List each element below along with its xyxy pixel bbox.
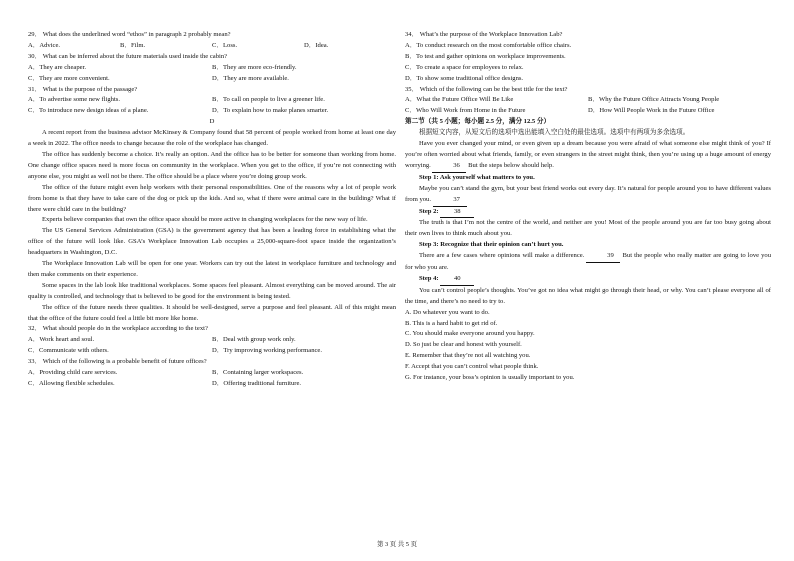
passage-paragraph: The office has suddenly become a choice. It’s really an option. And the office has to be better for someone than working from home. One change office spaces need is more focus on community in the workplace. When you get to the office, if you’re not connecting with anyone else, you might as well not be there. The office should be a place where you’re doing group work. [28,150,396,180]
option: C．To introduce new design ideas of a plane. [28,107,149,115]
choice-b: B. This is a hard habit to get rid of. [405,319,498,327]
option: D．Try improving working performance. [212,347,323,355]
question-33-options [28,368,396,379]
step-4-heading [419,274,771,286]
question-35-options [405,106,771,117]
intro-paragraph [405,139,771,173]
choice-a: A. Do whatever you want to do. [405,308,490,316]
option: B．To call on people to live a greener life. [212,96,325,104]
passage-paragraph: Some spaces in the lab look like traditional workplaces. Some spaces feel pleasant. Almost everything can be moved around. The air quality is controlled, and technology that is believed to be good for the environment is being tested. [28,281,396,300]
option: A．Providing child care services. [28,369,118,377]
choice-d: D. So just be clear and honest with yourself. [405,341,522,349]
passage-paragraph: The office of the future needs three qualities. It should be well-designed, serve a purpose and feel pleasant. All of this might mean that the office of the future could feel a little bit more like home. [28,303,396,322]
option: D．To explain how to make planes smarter. [212,107,329,115]
right-column [405,30,771,384]
step-2-heading [419,207,771,219]
passage-paragraph: A recent report from the business advisor McKinsey & Company found that 58 percent of people worked from home at least one day a week in 2022. The office needs to change because the role of the workplace has changed. [28,129,396,148]
step-2-paragraph: The truth is that I’m not the centre of the world, and neither are you! Most of the people around you are far too busy going about their own lives to think much about you. [405,219,771,238]
option: D．Offering traditional furniture. [212,380,302,387]
question-32-options [28,335,396,346]
question-33: 33． Which of the following is a probable benefit of future offices? [28,358,207,366]
question-31: 31． What is the purpose of the passage? [28,85,138,93]
option: A．Advice. [28,41,61,49]
question-29: 29． What does the underlined word “ethos” in paragraph 2 probably mean? [28,31,231,38]
intro-text: But the steps below should help. [468,161,554,169]
section-instruction: 根据短文内容，从短文后的选项中选出能填入空白处的最佳选项。选项中有两项为多余选项。 [419,129,690,137]
blank-37: 37 [433,195,467,207]
passage-paragraph: Experts believe companies that own the office space should be more active in changing workplaces for the new way of life. [42,216,368,224]
passage-paragraph: The Workplace Innovation Lab will be open for one year. Workers can try out the latest in workplace furniture and technology and then make comments on their experience. [28,260,396,278]
option: A．What the Future Office Will Be Like [405,96,514,104]
passage-label: D [209,118,215,126]
step-label: Step 4: [419,274,439,282]
question-31-options [28,95,396,106]
question-32: 32． What should people do in the workplace according to the text? [28,325,208,333]
option: B．Containing larger workspaces. [212,369,304,377]
passage-paragraph: The office of the future might even help workers with their personal responsibilities. One of the reasons why a lot of people work from home is that they have to take care of the dog or pick up the kids. And so, what if there were animal care in the building? What if there were child care in the building? [28,183,396,213]
passage-paragraph: The US General Services Administration (GSA) is the government agency that has been a leading force in establishing what the office of the future will look like. GSA’s Workplace Innovation Lab occupies a 25,000-square-foot space inside the organization’s headquarters in Washington, D.C. [28,227,396,257]
question-30: 30． What can be inferred about the future materials used inside the cabin? [28,52,228,60]
option: C．Loss. [212,41,238,49]
choice-g: G. For instance, your boss’s opinion is usually important to you. [405,374,575,382]
step-1-paragraph [405,184,771,207]
option: C．They are more convenient. [28,74,110,82]
blank-39: 39 [586,251,620,263]
choice-c: C. You should make everyone around you happy. [405,330,535,338]
question-30-options [28,74,396,85]
question-33-options [28,379,396,390]
choice-f: F. Accept that you can’t control what people think. [405,363,539,371]
option: A．Work heart and soul. [28,336,95,344]
step-label: Step 2: [419,207,439,215]
option: A．To conduct research on the most comfortable office chairs. [405,41,572,49]
section-title: 第二节（共 5 小题；每小题 2.5 分，满分 12.5 分） [405,118,551,126]
intro-text: Have you ever changed your mind, or even given up a dream because you were afraid of what someone else might think of you? If you’re often worried about what friends, family, or even strangers in the street might think, then you’re using up a huge amount of energy worrying. [405,140,771,169]
option: D．They are more available. [212,74,289,82]
step-1-heading: Step 1: Ask yourself what matters to you. [419,173,535,181]
option: C．Who Will Work from Home in the Future [405,107,526,115]
option: B．They are more eco-friendly. [212,63,297,71]
question-29-options [28,41,396,52]
choice-e: E. Remember that they’re not all watching you. [405,352,531,360]
option: D．How Will People Work in the Future Office [588,107,715,115]
option: C．To create a space for employees to relax. [405,63,524,71]
blank-38: 38 [440,207,474,219]
option: B．Deal with group work only. [212,336,296,344]
question-31-options [28,106,396,117]
option: C．Communicate with others. [28,347,109,355]
step-3-paragraph [405,251,771,274]
question-35: 35． Which of the following can be the best title for the text? [405,85,568,93]
step-text: But the people who really matter are going to love you for who you are. [405,252,771,272]
step-text: There are a few cases where opinions will make a difference. [419,252,585,260]
option: A．To advertise some new flights. [28,96,121,104]
step-3-heading: Step 3: Recognize that their opinion can’t hurt you. [419,241,564,249]
question-32-options [28,346,396,357]
option: B．Film. [120,41,146,49]
step-text: Maybe you can’t stand the gym, but your best friend works out every day. It’s natural for people around you to have different values from you. [405,184,771,203]
question-30-options [28,63,396,74]
option: D．Idea. [304,41,329,49]
page-footer: 第 3 页 共 5 页 [377,541,417,548]
option: D．To show some traditional office designs. [405,74,524,82]
blank-36: 36 [432,161,466,173]
step-4-paragraph: You can’t control people’s thoughts. You’ve got no idea what might go through their head, or why. You can’t please everyone all of the time, and there’s no need to try to. [405,286,771,305]
option: A．They are cheaper. [28,63,87,71]
question-34: 34． What’s the purpose of the Workplace Innovation Lab? [405,31,563,38]
option: B．Why the Future Office Attracts Young People [588,96,720,104]
option: C．Allowing flexible schedules. [28,380,115,387]
blank-40: 40 [440,274,474,286]
left-column [28,30,396,390]
question-35-options [405,95,771,106]
option: B．To test and gather opinions on workplace improvements. [405,52,566,60]
